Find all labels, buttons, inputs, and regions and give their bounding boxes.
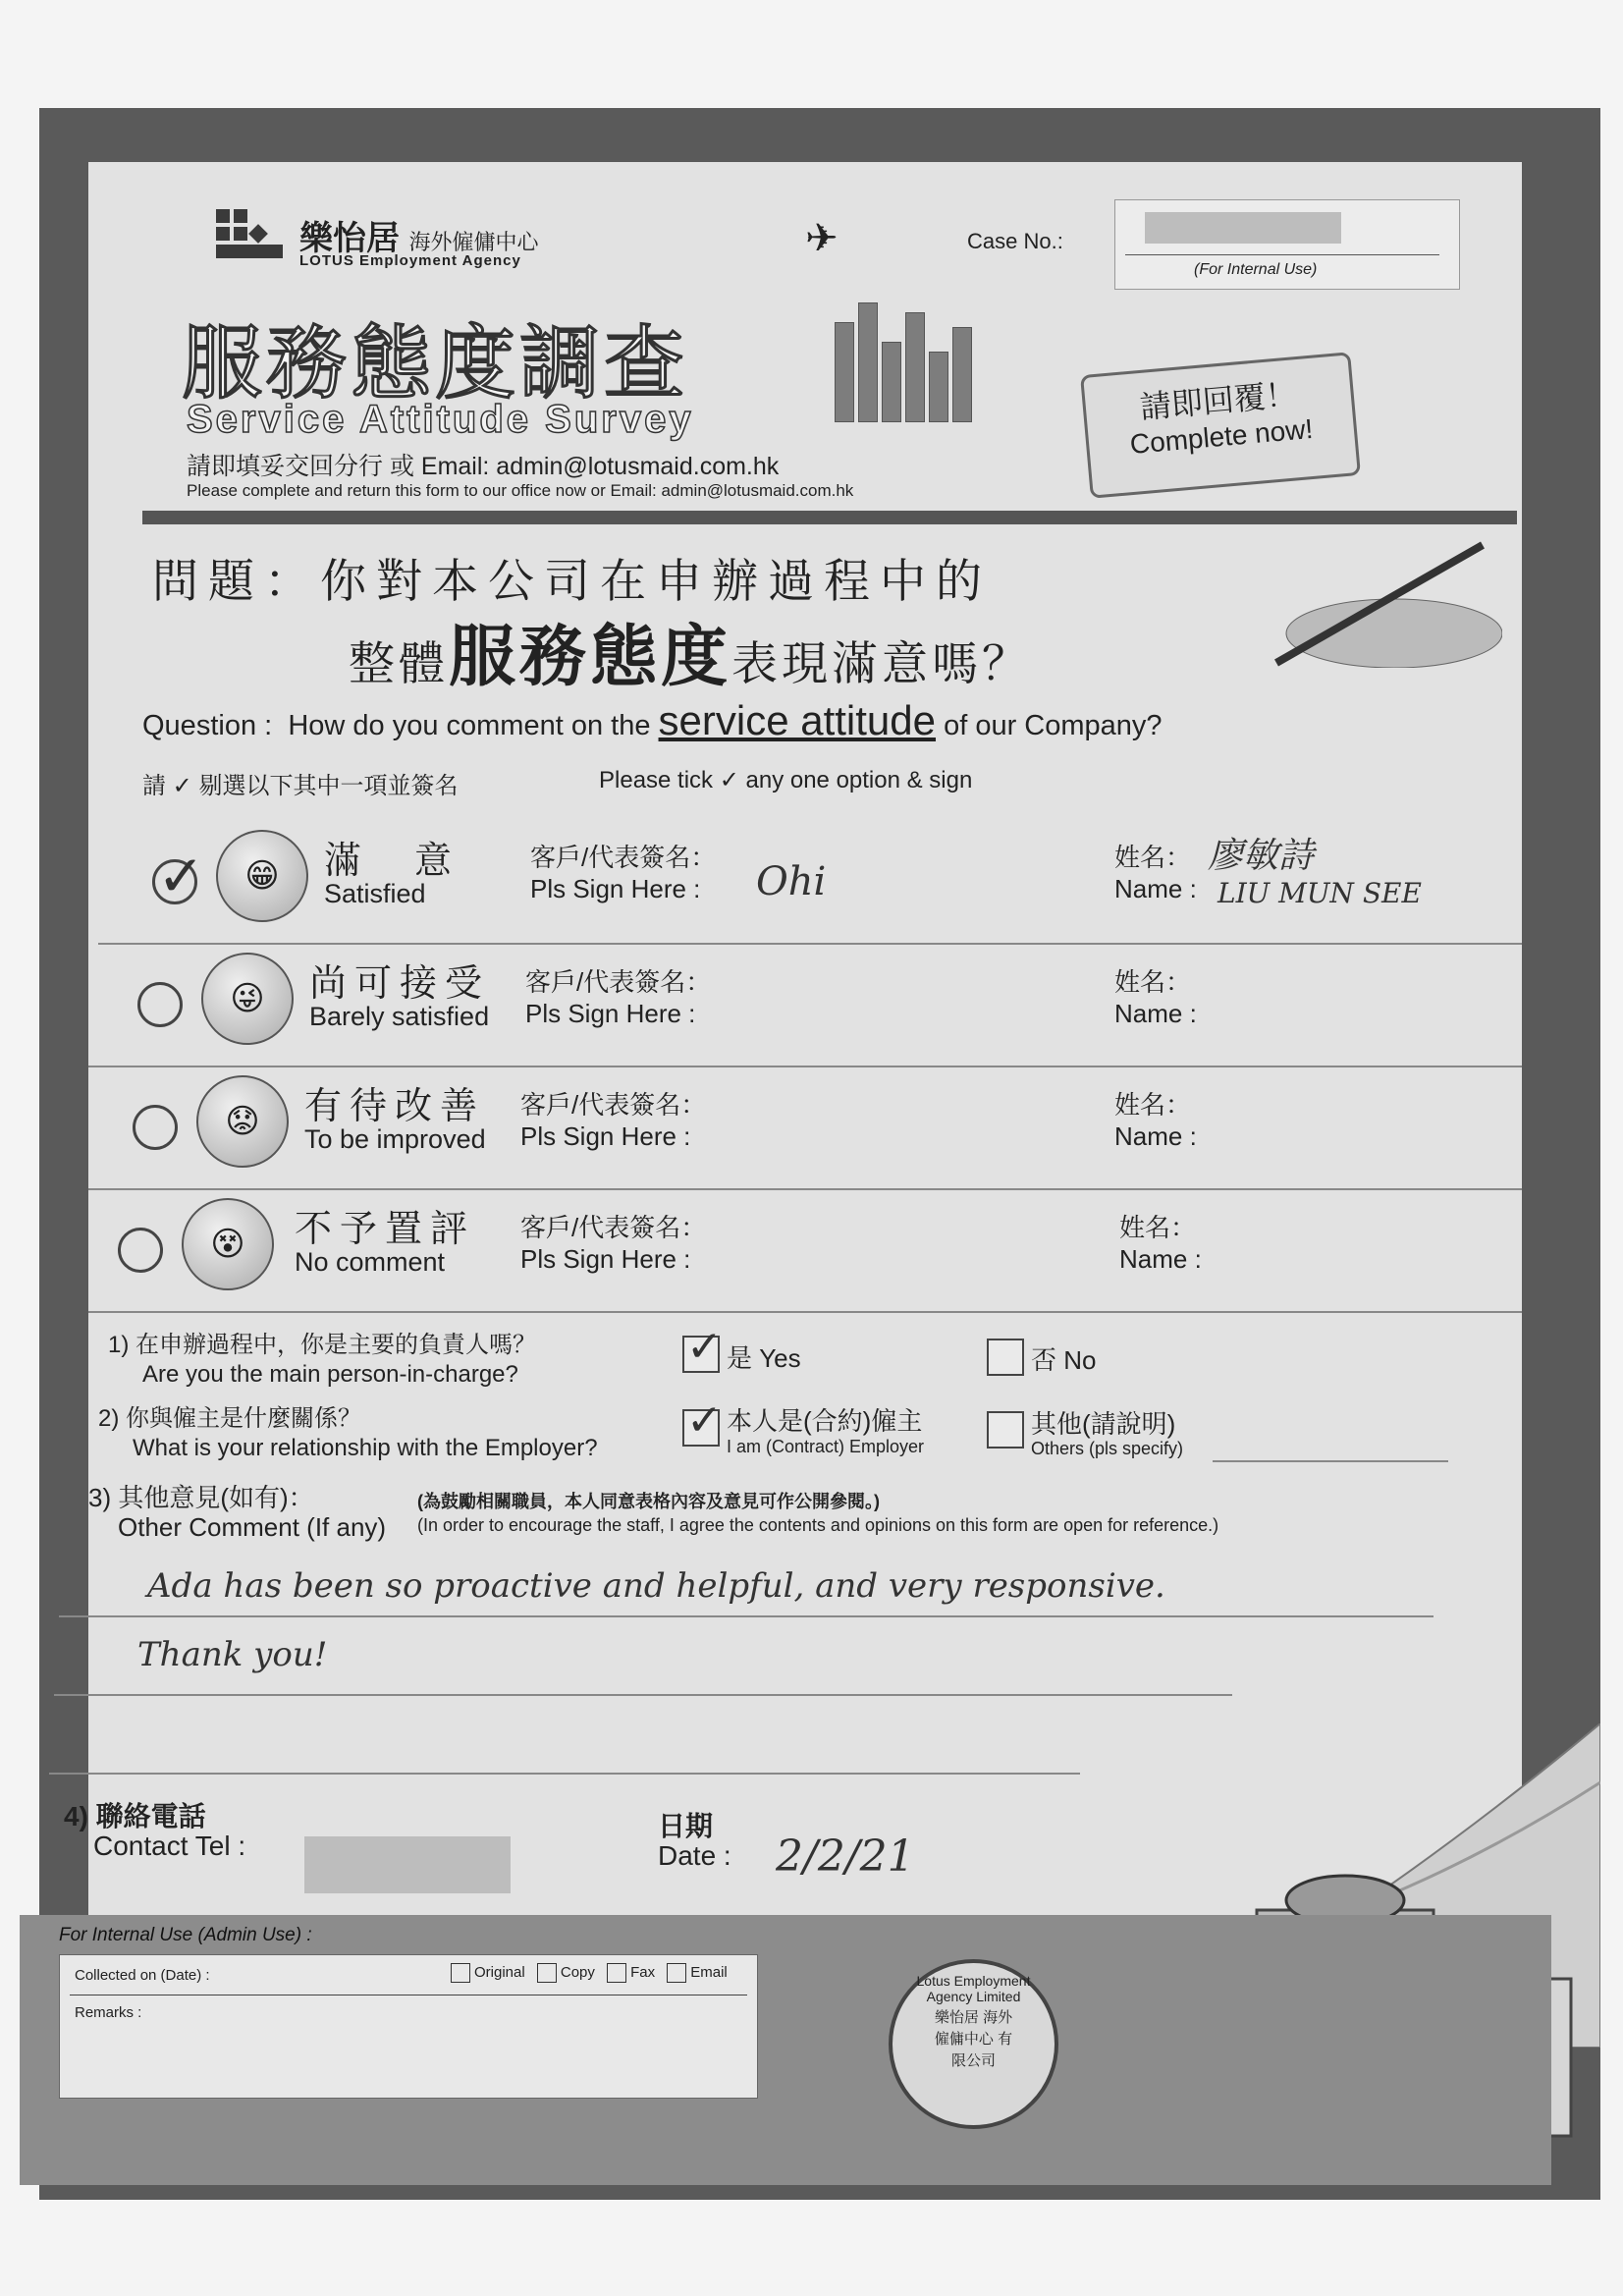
complete-now-badge: 請即回覆！ Complete now! — [1080, 352, 1361, 499]
name-label-en: Name : — [1114, 999, 1197, 1028]
sign-label-en: Pls Sign Here : — [530, 874, 701, 903]
q2-others-label-en: Others (pls specify) — [1031, 1439, 1184, 1458]
divider — [88, 1188, 1522, 1190]
q1-yes-label: 是 Yes — [727, 1343, 801, 1373]
grinning-face-icon: 😁 — [216, 830, 308, 922]
option-label-en: Satisfied — [324, 879, 426, 908]
q1-no-checkbox[interactable] — [987, 1339, 1024, 1376]
name-label-cn: 姓名： — [1114, 843, 1192, 872]
dizzy-face-icon: 😵 — [182, 1198, 274, 1290]
admin-checkboxes: Original Copy Fax Email — [443, 1963, 728, 1983]
company-seal: Lotus Employment Agency Limited 樂怡居 海外僱傭中心 有限公司 — [889, 1959, 1058, 2129]
barely-satisfied-radio[interactable] — [137, 982, 183, 1027]
logo-english: LOTUS Employment Agency — [299, 252, 521, 269]
redaction-block — [304, 1836, 511, 1893]
bar-chart-icon — [835, 304, 992, 422]
q2-employer-checkbox[interactable] — [682, 1409, 720, 1447]
collected-label: Collected on (Date) : — [75, 1967, 210, 1984]
case-no-label: Case No.: — [967, 229, 1063, 253]
name-label-en: Name : — [1114, 874, 1197, 903]
title-chinese: 服務態度調查 — [182, 317, 689, 410]
logo-chinese: 樂怡居 海外僱傭中心 — [299, 220, 539, 257]
divider — [88, 1311, 1522, 1313]
writing-hand-icon — [1247, 540, 1502, 668]
q1-yes-checkbox[interactable] — [682, 1336, 720, 1373]
divider — [98, 943, 1522, 945]
tongue-face-icon: 😜 — [201, 953, 294, 1045]
q2-others-label-cn: 其他(請說明) — [1031, 1409, 1176, 1439]
divider — [142, 511, 1517, 524]
question-cn-line2: 整體服務態度表現滿意嗎？ — [349, 619, 1033, 696]
option-label-en: To be improved — [304, 1124, 486, 1154]
question-cn-line1: 問題：你對本公司在申辦過程中的 — [152, 555, 992, 609]
comment-line — [49, 1773, 1080, 1775]
q3-label: 3) 其他意見(如有)： Other Comment (If any) — [88, 1483, 387, 1542]
question-en: Question : How do you comment on the service attitude of our Company? — [142, 697, 1163, 743]
name-value-cn: 廖敏詩 — [1208, 836, 1315, 876]
airplane-icon: ✈ — [805, 217, 839, 260]
no-comment-radio[interactable] — [118, 1228, 163, 1273]
option-label-cn: 不予置評 — [295, 1209, 476, 1250]
name-label-en: Name : — [1114, 1121, 1197, 1151]
q3-note-en: (In order to encourage the staff, I agree the contents and opinions on this form are open for reference.) — [417, 1515, 1219, 1535]
option-label-en: Barely satisfied — [309, 1002, 490, 1031]
option-satisfied — [88, 820, 1522, 938]
comment-line — [54, 1694, 1232, 1696]
comment-line — [59, 1615, 1434, 1617]
case-note: (For Internal Use) — [1194, 261, 1318, 278]
survey-form — [59, 162, 1522, 2185]
comment-text-2: Thank you! — [137, 1635, 328, 1674]
option-label-cn: 滿 意 — [324, 841, 460, 882]
q2-employer-label-en: I am (Contract) Employer — [727, 1437, 925, 1456]
q2-label: 2) 你與僱主是什麼關係？ What is your relationship with the Employer? — [98, 1405, 598, 1461]
sign-label-cn: 客戶/代表簽名： — [525, 967, 712, 997]
divider — [88, 1066, 1522, 1067]
comment-text-1: Ada has been so proactive and helpful, and very responsive. — [147, 1566, 1165, 1606]
q2-others-checkbox[interactable] — [987, 1411, 1024, 1449]
return-instruction-cn: 請即填妥交回分行 或 Email: admin@lotusmaid.com.hk — [187, 453, 780, 480]
original-checkbox[interactable] — [451, 1963, 470, 1983]
name-label-cn: 姓名： — [1114, 1090, 1192, 1120]
q2-employer-label-cn: 本人是(合約)僱主 — [727, 1406, 923, 1436]
title-english: Service Attitude Survey — [187, 398, 694, 441]
copy-checkbox[interactable] — [537, 1963, 557, 1983]
others-specify-line — [1213, 1460, 1448, 1462]
email-checkbox[interactable] — [667, 1963, 686, 1983]
worried-face-icon: 😟 — [196, 1075, 289, 1168]
date-label: 日期 Date : — [658, 1811, 731, 1871]
tick-instruction-cn: 請 ✓ 剔選以下其中一項並簽名 — [142, 773, 459, 799]
remarks-label: Remarks : — [75, 2004, 142, 2021]
to-be-improved-radio[interactable] — [133, 1105, 178, 1150]
sign-label-cn: 客戶/代表簽名： — [520, 1090, 707, 1120]
option-to-be-improved — [88, 1070, 1522, 1188]
redaction-block — [1145, 212, 1341, 244]
admin-use-panel — [20, 1915, 1551, 2185]
option-no-comment — [88, 1193, 1522, 1311]
satisfied-radio[interactable] — [152, 859, 197, 904]
name-label-cn: 姓名： — [1114, 967, 1192, 997]
lotus-logo-icon — [216, 209, 285, 268]
option-label-cn: 有待改善 — [304, 1086, 486, 1127]
option-barely-satisfied — [88, 948, 1522, 1066]
sign-label-en: Pls Sign Here : — [525, 999, 696, 1028]
tick-instruction-en: Please tick ✓ any one option & sign — [599, 767, 973, 793]
option-label-cn: 尚可接受 — [309, 963, 491, 1005]
admin-title: For Internal Use (Admin Use) : — [59, 1925, 312, 1945]
sign-label-cn: 客戶/代表簽名： — [530, 843, 717, 872]
q1-label: 1) 在申辦過程中，你是主要的負責人嗎？ Are you the main person-in-charge? — [108, 1332, 537, 1388]
admin-box — [59, 1954, 758, 2099]
q4-label: 4) 聯絡電話 Contact Tel : — [64, 1801, 246, 1861]
fax-checkbox[interactable] — [607, 1963, 626, 1983]
name-value-en: LIU MUN SEE — [1217, 877, 1422, 909]
signature: Ohi — [756, 859, 827, 904]
date-value: 2/2/21 — [776, 1831, 915, 1882]
q1-no-label: 否 No — [1031, 1345, 1097, 1375]
q3-note-cn: (為鼓勵相關職員，本人同意表格內容及意見可作公開參閱。) — [417, 1492, 880, 1511]
sign-label-en: Pls Sign Here : — [520, 1244, 691, 1274]
sign-label-en: Pls Sign Here : — [520, 1121, 691, 1151]
return-instruction-en: Please complete and return this form to our office now or Email: admin@lotusmaid.com.hk — [187, 481, 854, 500]
sign-label-cn: 客戶/代表簽名： — [520, 1213, 707, 1242]
name-label-cn: 姓名： — [1119, 1213, 1197, 1242]
option-label-en: No comment — [295, 1247, 446, 1277]
case-no-field — [1114, 199, 1460, 290]
name-label-en: Name : — [1119, 1244, 1202, 1274]
